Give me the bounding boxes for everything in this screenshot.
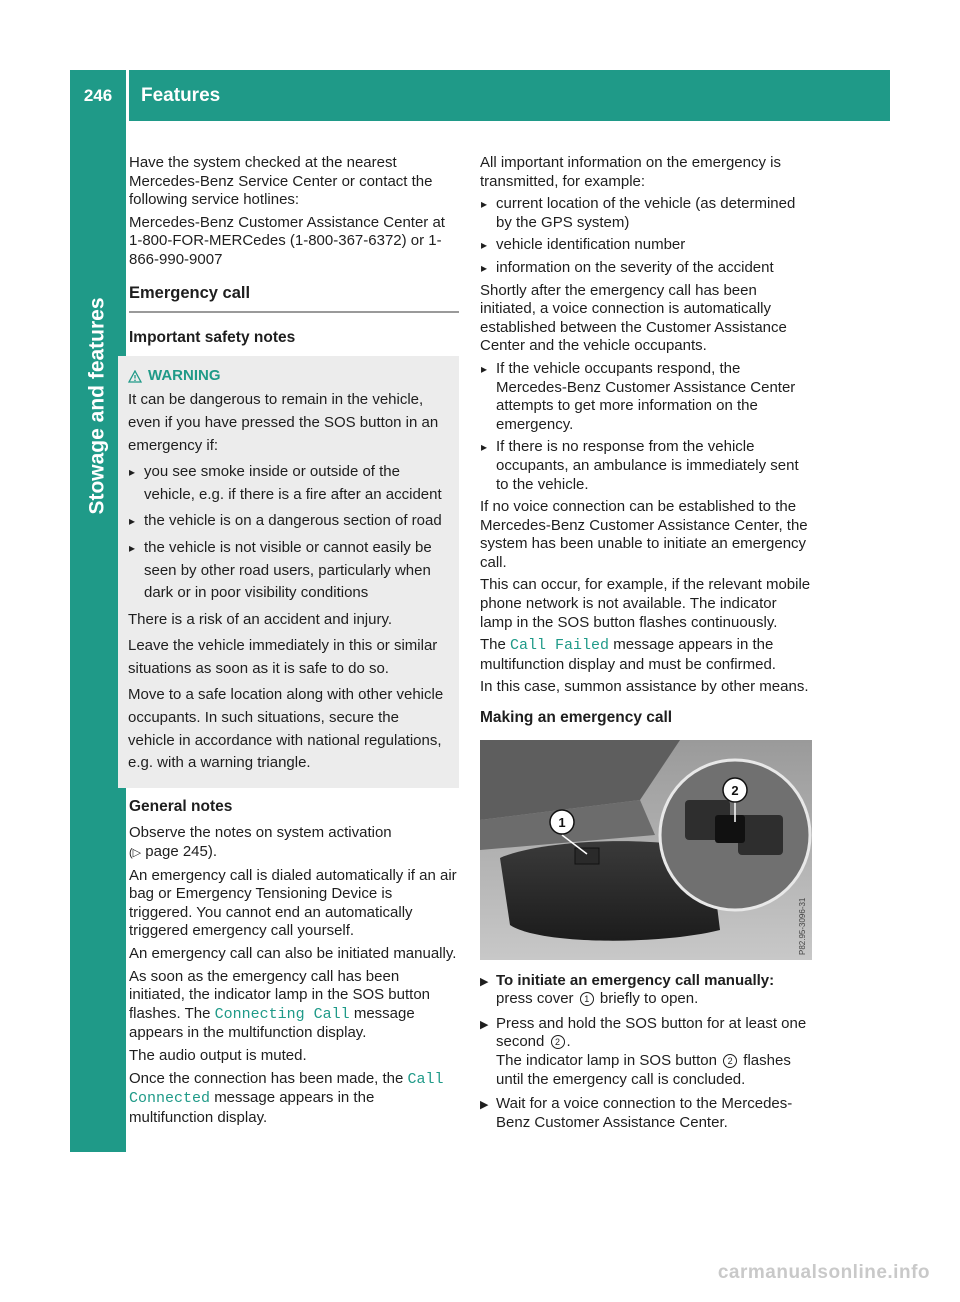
- header-divider: [126, 70, 129, 121]
- warning-heading: [128, 365, 449, 388]
- section-title-emergency-call: Emergency call: [129, 283, 251, 302]
- callout-ref-1: 1: [580, 992, 594, 1006]
- text-span: Once the connection has been made, the: [129, 1069, 404, 1087]
- general-notes-paragraph: [129, 824, 459, 862]
- left-column: [129, 154, 459, 1131]
- connected-paragraph: [129, 1070, 459, 1128]
- manual-paragraph: An emergency call can also be initiated manually.: [129, 945, 457, 962]
- transmitted-info-list: [480, 195, 812, 277]
- sos-button: [715, 815, 745, 843]
- callout-ref-2: 2: [723, 1054, 737, 1068]
- page-title: Features: [141, 85, 221, 106]
- step-title: To initiate an emergency call manually:: [496, 971, 775, 989]
- call-failed-paragraph: [480, 636, 812, 674]
- auto-dial-paragraph: An emergency call is dialed automatically if an air bag or Emergency Tensioning Device is triggered. You cannot end an automatically triggered emergency call yourself.: [129, 866, 457, 940]
- list-item: ▸ the vehicle is on a dangerous section of road: [128, 510, 449, 533]
- warning-lead: It can be dangerous to remain in the vehicle, even if you have pressed the SOS button in an emergency if:: [128, 391, 439, 454]
- list-item: ▸ information on the severity of the accident: [480, 259, 812, 278]
- voice-connection-paragraph: Shortly after the emergency call has been initiated, a voice connection is automatically established between the Customer Assistance Center and the vehicle occupants.: [480, 281, 787, 355]
- text-span: message appears in the multifunction display.: [129, 1089, 375, 1126]
- display-message-connecting-call: Connecting Call: [214, 1005, 350, 1023]
- text-span: .: [566, 1033, 571, 1051]
- display-message-call-failed: Call Failed: [510, 637, 610, 655]
- warning-move-text: Move to a safe location along with other vehicle occupants. In such situations, secure the vehicle in accordance with national regulations, e.g. with a warning triangle.: [128, 686, 444, 772]
- callout-ref-2: 2: [551, 1035, 565, 1049]
- step-item: [480, 972, 812, 1009]
- audio-muted-paragraph: The audio output is muted.: [129, 1046, 307, 1064]
- warning-leave-text: Leave the vehicle immediately in this or similar situations as soon as it is safe to do so.: [128, 637, 438, 677]
- page-number: 246: [83, 85, 113, 105]
- warning-title: WARNING: [148, 366, 221, 384]
- warning-risk-text: There is a risk of an accident and injury.: [128, 610, 393, 628]
- text-span: The indicator lamp in SOS button: [496, 1052, 717, 1069]
- watermark: carmanualsonline.info: [717, 1262, 930, 1283]
- callout-2-label: 2: [731, 782, 739, 798]
- list-item: ▸ current location of the vehicle (as determined by the GPS system): [480, 195, 812, 232]
- text-span: As soon as the emergency call has been initiated, the indicator lamp in the SOS button flashes. The: [129, 967, 431, 1022]
- text-span: The: [480, 636, 506, 654]
- display-message-call-connected: Call Connected: [129, 1070, 444, 1108]
- sos-cover: [575, 848, 599, 864]
- info-transmitted-paragraph: All important information on the emergency is transmitted, for example:: [480, 154, 781, 190]
- warning-bullet-list: [128, 461, 449, 605]
- warning-box: [118, 356, 459, 788]
- photo-illustration: [480, 740, 812, 960]
- page-reference-link[interactable]: page 245).: [145, 843, 218, 861]
- subsection-title-general: General notes: [129, 797, 233, 815]
- right-column: [480, 154, 812, 1138]
- section-title-making-call: Making an emergency call: [480, 709, 673, 727]
- page-ref-arrow: (▷: [129, 847, 142, 860]
- step-item: [480, 1015, 812, 1089]
- list-item: ▸ you see smoke inside or outside of the vehicle, e.g. if there is a fire after an accident: [128, 461, 449, 506]
- list-item: ▸ If the vehicle occupants respond, the Mercedes-Benz Customer Assistance Center attempts to get more information on the emergency.: [480, 360, 812, 434]
- text-span: press cover: [496, 990, 574, 1008]
- network-paragraph: This can occur, for example, if the relevant mobile phone network is not available. The indicator lamp in the SOS button flashes continuously.: [480, 576, 811, 631]
- text-span: briefly to open.: [599, 990, 699, 1008]
- warning-triangle-icon: [128, 370, 142, 383]
- step-item: ▶ Wait for a voice connection to the Mercedes-Benz Customer Assistance Center.: [480, 1095, 812, 1132]
- text-span: Press and hold the SOS button for at least one second: [496, 1014, 807, 1051]
- side-tab-label: Stowage and features: [86, 297, 109, 515]
- initiated-paragraph: [129, 968, 459, 1043]
- list-item: ▸ vehicle identification number: [480, 236, 812, 255]
- instruction-steps: [480, 972, 812, 1133]
- list-item: ▸ the vehicle is not visible or cannot easily be seen by other road users, particularly when dark or in poor visibility conditions: [128, 537, 449, 605]
- text-span: Observe the notes on system activation: [129, 824, 392, 842]
- text-span: message appears in the multifunction display.: [129, 1004, 415, 1042]
- text-span: message appears in the multifunction display and must be confirmed.: [480, 636, 776, 673]
- callout-1-label: 1: [558, 814, 566, 830]
- summon-assistance-paragraph: In this case, summon assistance by other means.: [480, 678, 809, 696]
- subsection-title-safety: Important safety notes: [129, 329, 296, 347]
- list-item: ▸ If there is no response from the vehicle occupants, an ambulance is immediately sent to the vehicle.: [480, 438, 812, 494]
- text-span: flashes until the emergency call is concluded.: [496, 1052, 791, 1088]
- overhead-control-panel-photo: [480, 740, 812, 960]
- response-list: [480, 360, 812, 494]
- no-connection-paragraph: If no voice connection can be established to the Mercedes-Benz Customer Assistance Center, the system has been unable to initiate an emergency call.: [480, 498, 808, 571]
- section-divider: [129, 311, 459, 313]
- hotline-paragraph: Mercedes-Benz Customer Assistance Center at 1-800-FOR-MERCedes (1-800-367-6372) or 1-866-990-9007: [129, 213, 445, 268]
- figure-code: P82.95-3096-31: [798, 897, 807, 955]
- intro-paragraph: Have the system checked at the nearest Mercedes-Benz Service Center or contact the following service hotlines:: [129, 154, 433, 209]
